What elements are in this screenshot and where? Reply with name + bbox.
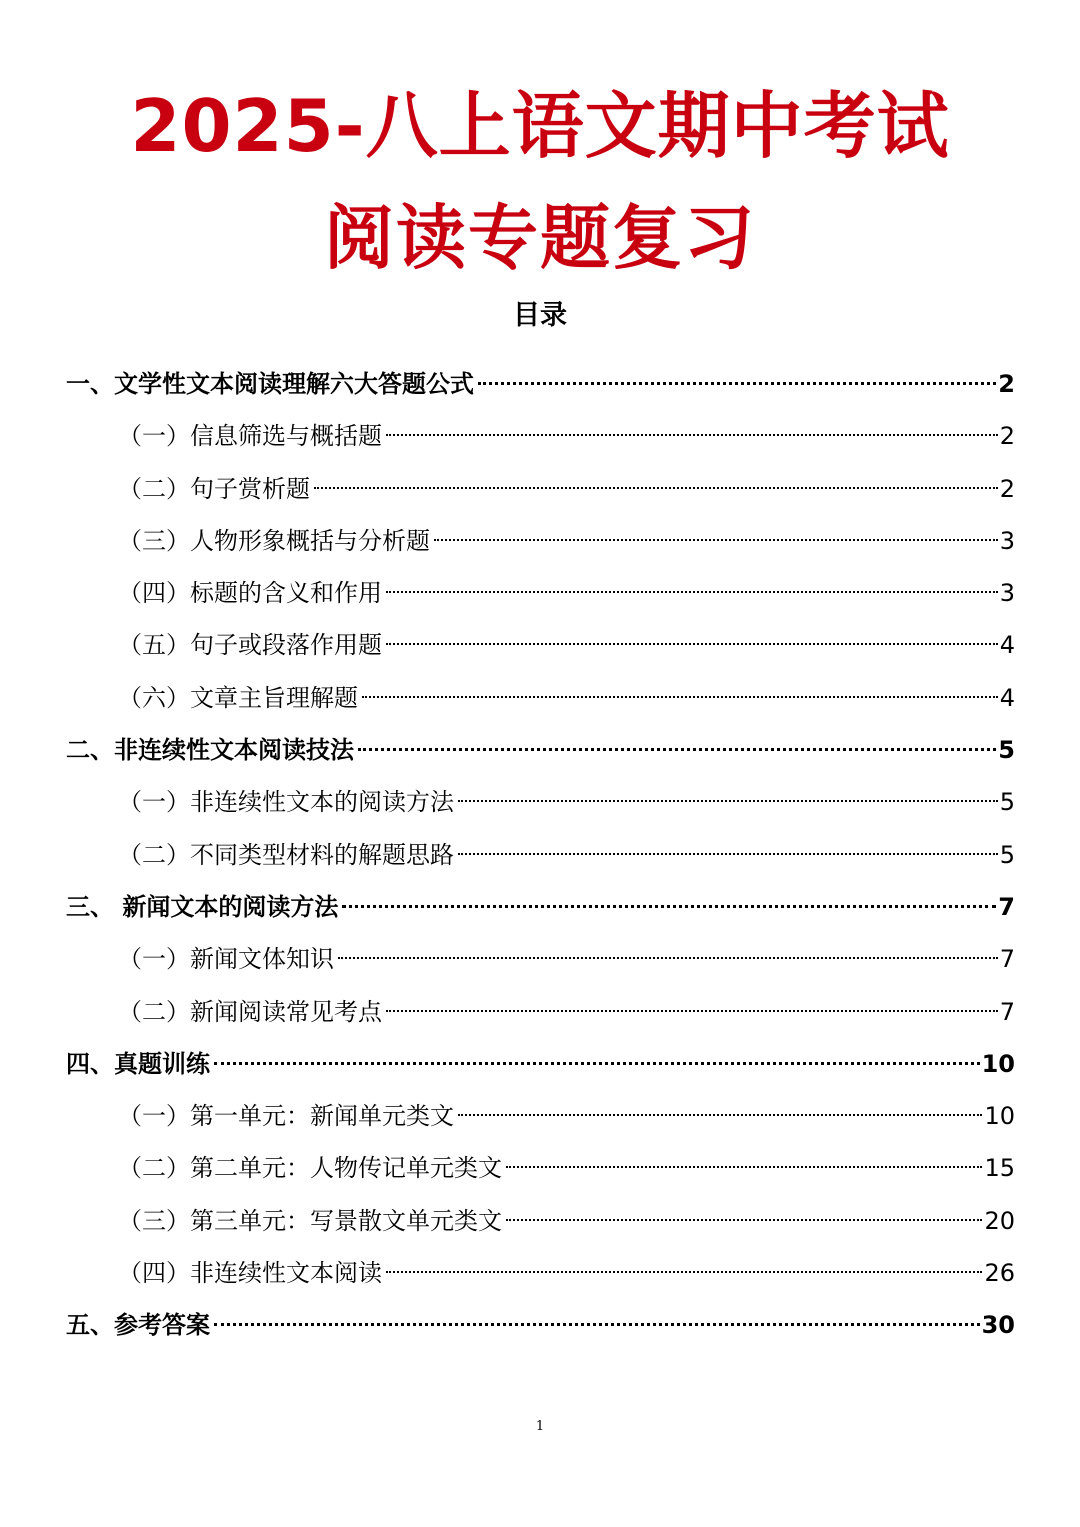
toc-entry-label: （五）句子或段落作用题 [118,631,382,660]
toc-section-entry[interactable] [66,1293,1015,1345]
toc-subsection-entry[interactable] [66,404,1015,456]
toc-dot-leader [386,1241,982,1281]
toc-entry-label: 一、文学性文本阅读理解六大答题公式 [66,370,474,398]
toc-entry-page-number: 2 [998,370,1015,398]
toc-entry-label: 三、 新闻文本的阅读方法 [66,892,339,921]
toc-subsection-entry[interactable] [66,1189,1015,1241]
toc-subsection-entry[interactable] [66,457,1015,509]
toc-entry-page-number: 7 [998,892,1015,921]
toc-subsection-entry[interactable] [66,1241,1015,1293]
toc-entry-label: （三）人物形象概括与分析题 [118,526,430,555]
toc-entry-page-number: 4 [999,683,1015,712]
toc-entry-page-number: 2 [999,474,1015,503]
toc-subsection-entry[interactable] [66,561,1015,613]
toc-dot-leader [314,457,998,497]
toc-entry-page-number: 10 [984,1102,1015,1131]
toc-dot-leader [478,352,996,392]
toc-entry-page-number: 5 [998,736,1015,765]
toc-entry-page-number: 20 [984,1206,1015,1235]
toc-dot-leader [214,1032,980,1072]
toc-entry-label: （二）不同类型材料的解题思路 [118,840,454,869]
toc-section-entry[interactable] [66,352,1015,404]
toc-entry-page-number: 7 [999,945,1015,974]
toc-entry-label: （四）标题的含义和作用 [118,579,382,608]
toc-entry-label: （一）信息筛选与概括题 [118,422,382,451]
toc-subsection-entry[interactable] [66,823,1015,875]
toc-entry-label: 二、非连续性文本阅读技法 [66,736,354,765]
toc-dot-leader [458,770,998,810]
toc-subsection-entry[interactable] [66,1084,1015,1136]
toc-entry-page-number: 10 [981,1049,1015,1078]
toc-entry-page-number: 7 [999,997,1015,1026]
toc-entry-page-number: 30 [981,1311,1015,1340]
toc-entry-page-number: 26 [984,1259,1015,1288]
toc-entry-label: （一）非连续性文本的阅读方法 [118,788,454,817]
toc-dot-leader [214,1293,980,1333]
toc-dot-leader [338,927,998,967]
document-title-line-1: 2025-八上语文期中考试 [130,84,950,168]
toc-dot-leader [386,561,998,601]
toc-entry-page-number: 15 [984,1154,1015,1183]
toc-dot-leader [358,718,996,758]
toc-dot-leader [386,613,998,653]
toc-dot-leader [506,1189,982,1229]
document-title-line-2: 阅读专题复习 [324,197,756,279]
toc-subsection-entry[interactable] [66,666,1015,718]
toc-dot-leader [342,875,996,915]
toc-entry-page-number: 5 [999,840,1015,869]
toc-entry-label: （三）第三单元：写景散文单元类文 [118,1206,502,1235]
toc-dot-leader [362,666,998,706]
toc-section-entry[interactable] [66,718,1015,770]
toc-dot-leader [434,509,998,549]
toc-entry-label: （二）第二单元：人物传记单元类文 [118,1154,502,1183]
toc-entry-label: （四）非连续性文本阅读 [118,1259,382,1288]
toc-subsection-entry[interactable] [66,770,1015,822]
toc-entry-label: 四、真题训练 [66,1049,210,1078]
toc-subsection-entry[interactable] [66,509,1015,561]
toc-subsection-entry[interactable] [66,1136,1015,1188]
toc-subsection-entry[interactable] [66,980,1015,1032]
toc-subsection-entry[interactable] [66,927,1015,979]
toc-dot-leader [386,980,998,1020]
toc-entry-label: （六）文章主旨理解题 [118,683,358,712]
table-of-contents [66,352,1015,1346]
toc-dot-leader [458,1084,982,1124]
toc-section-entry[interactable] [66,1032,1015,1084]
toc-entry-page-number: 3 [999,526,1015,555]
toc-entry-page-number: 4 [999,631,1015,660]
toc-entry-label: （二）新闻阅读常见考点 [118,997,382,1026]
toc-dot-leader [458,823,998,863]
page-number: 1 [535,1419,545,1434]
toc-entry-page-number: 5 [999,788,1015,817]
toc-dot-leader [506,1136,982,1176]
toc-dot-leader [386,404,998,444]
toc-entry-label: （一）新闻文体知识 [118,945,334,974]
toc-heading: 目录 [513,300,567,331]
toc-entry-label: （二）句子赏析题 [118,474,310,503]
toc-section-entry[interactable] [66,875,1015,927]
toc-entry-page-number: 3 [999,579,1015,608]
toc-entry-label: （一）第一单元：新闻单元类文 [118,1102,454,1131]
toc-entry-page-number: 2 [999,422,1015,451]
toc-subsection-entry[interactable] [66,613,1015,665]
toc-entry-label: 五、参考答案 [66,1311,210,1340]
